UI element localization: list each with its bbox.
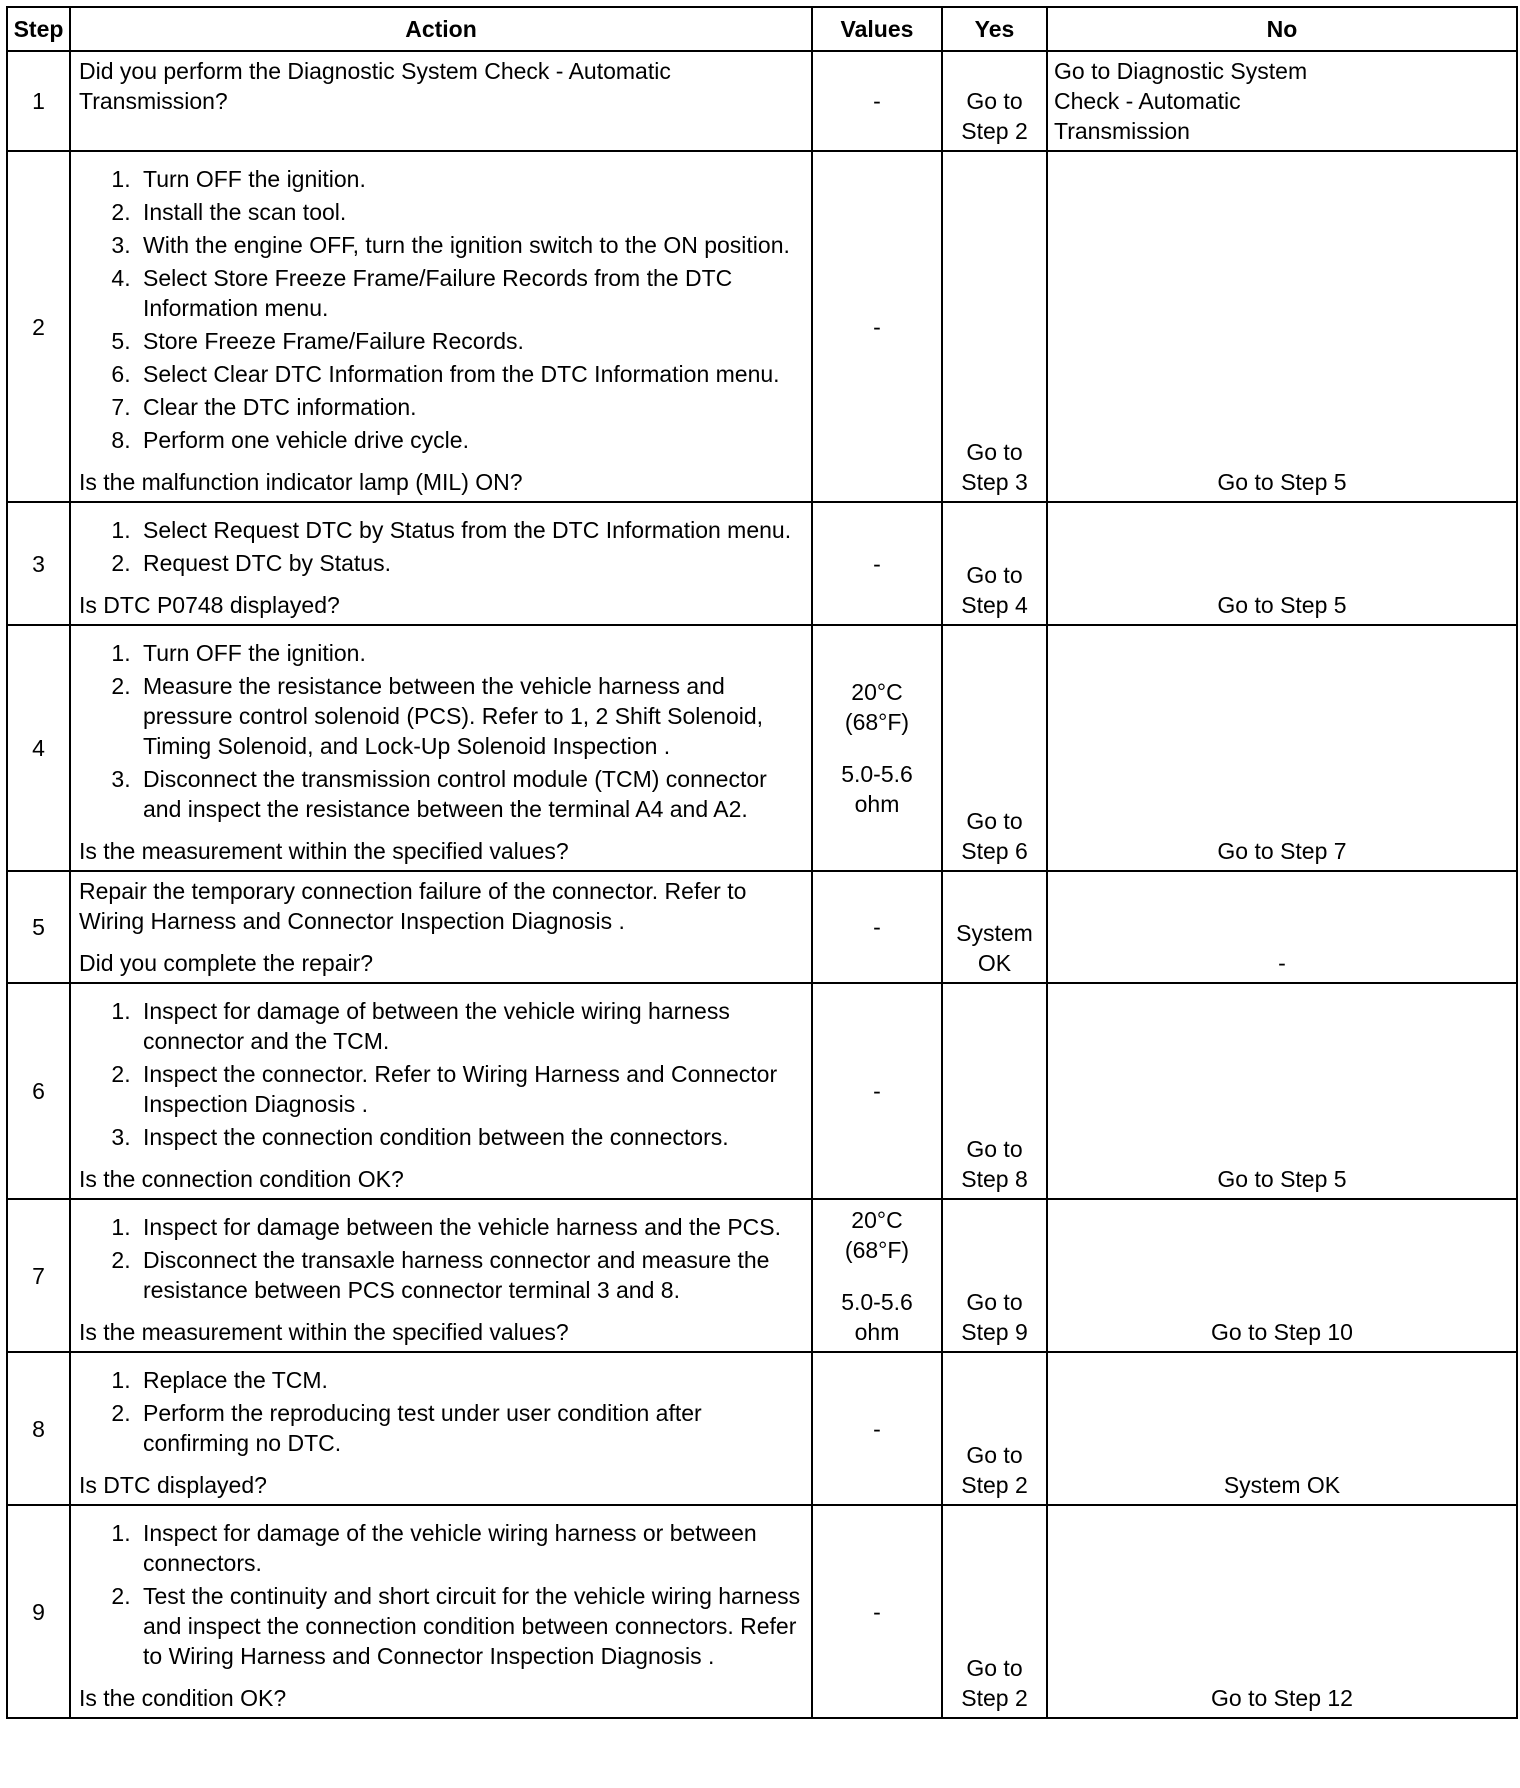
action-question: Is the measurement within the specified values?	[79, 1319, 569, 1345]
step-number: 2	[7, 151, 70, 502]
action-steps-list	[79, 996, 803, 1152]
action-step-item: 1. Select Request DTC by Status from the DTC Information menu.	[137, 515, 803, 545]
no-line: Transmission	[1054, 118, 1190, 144]
action-step-item: 2. Install the scan tool.	[137, 197, 803, 227]
yes-cell	[942, 51, 1047, 151]
values-line: (68°F)	[844, 1236, 910, 1263]
header-yes: Yes	[942, 7, 1047, 51]
table-row	[7, 625, 1517, 871]
yes-line: System	[956, 920, 1033, 946]
table-row	[7, 1199, 1517, 1352]
yes-line: OK	[977, 950, 1012, 976]
step-number: 6	[7, 983, 70, 1199]
action-step-item: 7. Clear the DTC information.	[137, 392, 803, 422]
no-line: Go to Step 12	[1211, 1685, 1353, 1711]
no-cell	[1047, 502, 1517, 625]
action-step-item: 6. Select Clear DTC Information from the DTC Information menu.	[137, 359, 803, 389]
action-question: Is the malfunction indicator lamp (MIL) ON?	[79, 469, 523, 495]
yes-line: Step 2	[961, 118, 1028, 144]
no-line: Go to Step 10	[1211, 1319, 1353, 1345]
action-question: Is DTC P0748 displayed?	[79, 592, 340, 618]
action-question: Did you complete the repair?	[79, 950, 374, 976]
no-line: Check - Automatic	[1054, 88, 1241, 114]
values-line: -	[873, 550, 881, 577]
action-step-item: 2. Measure the resistance between the vehicle harness and pressure control solenoid (PCS). Refer to 1, 2 Shift Solenoid, Timing Solenoid, and Lock-Up Solenoid Inspection .	[137, 671, 803, 761]
no-cell	[1047, 151, 1517, 502]
action-cell	[70, 1199, 812, 1352]
yes-line: Go to	[966, 808, 1023, 834]
no-line: Go to Step 5	[1217, 592, 1347, 618]
no-cell	[1047, 1505, 1517, 1718]
action-cell	[70, 625, 812, 871]
action-step-item: 3. Disconnect the transmission control module (TCM) connector and inspect the resistance between the terminal A4 and A2.	[137, 764, 803, 824]
action-cell	[70, 151, 812, 502]
yes-cell	[942, 625, 1047, 871]
no-cell	[1047, 1199, 1517, 1352]
header-values: Values	[812, 7, 942, 51]
action-cell	[70, 51, 812, 151]
action-step-item: 1. Inspect for damage of the vehicle wiring harness or between connectors.	[137, 1518, 803, 1578]
yes-line: Step 4	[961, 592, 1028, 618]
values-line: (68°F)	[844, 709, 910, 735]
step-number: 9	[7, 1505, 70, 1718]
yes-cell	[942, 983, 1047, 1199]
step-number: 1	[7, 51, 70, 151]
yes-line: Step 2	[961, 1685, 1028, 1711]
no-line: Go to Step 5	[1217, 1166, 1347, 1192]
no-cell	[1047, 51, 1517, 151]
action-step-item: 5. Store Freeze Frame/Failure Records.	[137, 326, 803, 356]
action-cell	[70, 983, 812, 1199]
step-number: 5	[7, 871, 70, 983]
header-step: Step	[7, 7, 70, 51]
values-line: 20°C	[851, 679, 903, 705]
action-step-item: 1. Inspect for damage of between the vehicle wiring harness connector and the TCM.	[137, 996, 803, 1056]
yes-line: Step 8	[961, 1166, 1028, 1192]
values-line: -	[873, 1078, 881, 1104]
action-step-item: 1. Replace the TCM.	[137, 1365, 803, 1395]
action-intro: Repair the temporary connection failure of the connector. Refer to Wiring Harness and Connector Inspection Diagnosis .	[79, 878, 747, 934]
values-cell	[812, 51, 942, 151]
action-cell	[70, 1352, 812, 1505]
action-question: Is the connection condition OK?	[79, 1166, 404, 1192]
yes-line: Go to	[966, 439, 1023, 465]
values-cell	[812, 1352, 942, 1505]
action-question: Is the condition OK?	[79, 1685, 287, 1711]
values-cell	[812, 502, 942, 625]
action-step-item: 4. Select Store Freeze Frame/Failure Records from the DTC Information menu.	[137, 263, 803, 323]
values-cell	[812, 625, 942, 871]
no-line: Go to Diagnostic System	[1054, 58, 1308, 84]
step-number: 3	[7, 502, 70, 625]
action-steps-list	[79, 515, 803, 578]
action-steps-list	[79, 1365, 803, 1458]
action-question: Is DTC displayed?	[79, 1472, 267, 1498]
yes-line: Go to	[966, 88, 1023, 114]
action-step-item: 1. Turn OFF the ignition.	[137, 164, 803, 194]
yes-cell	[942, 1505, 1047, 1718]
table-row	[7, 1352, 1517, 1505]
values-cell	[812, 1505, 942, 1718]
action-step-item: 3. Inspect the connection condition between the connectors.	[137, 1122, 803, 1152]
action-step-item: 2. Perform the reproducing test under user condition after confirming no DTC.	[137, 1398, 803, 1458]
yes-line: Go to	[966, 562, 1023, 588]
yes-line: Step 2	[961, 1472, 1028, 1498]
step-number: 4	[7, 625, 70, 871]
no-cell	[1047, 983, 1517, 1199]
values-line: 5.0-5.6 ohm	[841, 761, 913, 817]
action-steps-list	[79, 1212, 803, 1305]
values-spacer	[817, 1265, 937, 1287]
step-number: 8	[7, 1352, 70, 1505]
table-row	[7, 871, 1517, 983]
action-steps-list	[79, 1518, 803, 1671]
values-line: 5.0-5.6 ohm	[841, 1288, 913, 1345]
action-cell	[70, 871, 812, 983]
table-header	[7, 7, 1517, 51]
no-line: System OK	[1223, 1472, 1341, 1498]
yes-line: Step 3	[961, 469, 1028, 495]
header-no: No	[1047, 7, 1517, 51]
action-step-item: 2. Test the continuity and short circuit for the vehicle wiring harness and inspect the connection condition between connectors. Refer to Wiring Harness and Connector Inspection Diagnosis .	[137, 1581, 803, 1671]
action-step-item: 2. Inspect the connector. Refer to Wiring Harness and Connector Inspection Diagnosis .	[137, 1059, 803, 1119]
no-cell	[1047, 625, 1517, 871]
step-number: 7	[7, 1199, 70, 1352]
table-row	[7, 502, 1517, 625]
values-line: -	[873, 914, 881, 940]
values-cell	[812, 871, 942, 983]
action-step-item: 1. Turn OFF the ignition.	[137, 638, 803, 668]
yes-line: Step 9	[961, 1319, 1028, 1345]
values-cell	[812, 1199, 942, 1352]
values-cell	[812, 151, 942, 502]
yes-line: Step 6	[961, 838, 1028, 864]
action-step-item: 2. Disconnect the transaxle harness connector and measure the resistance between PCS connector terminal 3 and 8.	[137, 1245, 803, 1305]
header-row	[7, 7, 1517, 51]
table-row	[7, 1505, 1517, 1718]
yes-line: Go to	[966, 1289, 1023, 1315]
yes-line: Go to	[966, 1442, 1023, 1468]
no-cell	[1047, 871, 1517, 983]
yes-line: Go to	[966, 1655, 1023, 1681]
yes-cell	[942, 151, 1047, 502]
action-cell	[70, 1505, 812, 1718]
action-step-item: 8. Perform one vehicle drive cycle.	[137, 425, 803, 455]
values-line: -	[873, 1598, 881, 1625]
action-intro: Did you perform the Diagnostic System Check - Automatic Transmission?	[79, 58, 671, 114]
action-step-item: 3. With the engine OFF, turn the ignition switch to the ON position.	[137, 230, 803, 260]
values-cell	[812, 983, 942, 1199]
action-step-item: 2. Request DTC by Status.	[137, 548, 803, 578]
action-step-item: 1. Inspect for damage between the vehicle harness and the PCS.	[137, 1212, 803, 1242]
yes-line: Go to	[966, 1136, 1023, 1162]
no-cell	[1047, 1352, 1517, 1505]
action-steps-list	[79, 164, 803, 455]
no-line: Go to Step 5	[1217, 469, 1347, 495]
diagnostic-table	[6, 6, 1518, 1719]
table-row	[7, 983, 1517, 1199]
values-line: -	[873, 88, 881, 114]
no-line: Go to Step 7	[1217, 838, 1347, 864]
table-body	[7, 51, 1517, 1718]
yes-cell	[942, 502, 1047, 625]
no-line: -	[1278, 950, 1286, 976]
table-row	[7, 151, 1517, 502]
yes-cell	[942, 1352, 1047, 1505]
values-line: 20°C	[851, 1206, 903, 1233]
values-line: -	[873, 1415, 881, 1442]
values-line: -	[873, 313, 881, 340]
table-row	[7, 51, 1517, 151]
action-steps-list	[79, 638, 803, 824]
action-cell	[70, 502, 812, 625]
action-question: Is the measurement within the specified values?	[79, 838, 569, 864]
yes-cell	[942, 1199, 1047, 1352]
header-action: Action	[70, 7, 812, 51]
values-spacer	[817, 737, 937, 759]
yes-cell	[942, 871, 1047, 983]
